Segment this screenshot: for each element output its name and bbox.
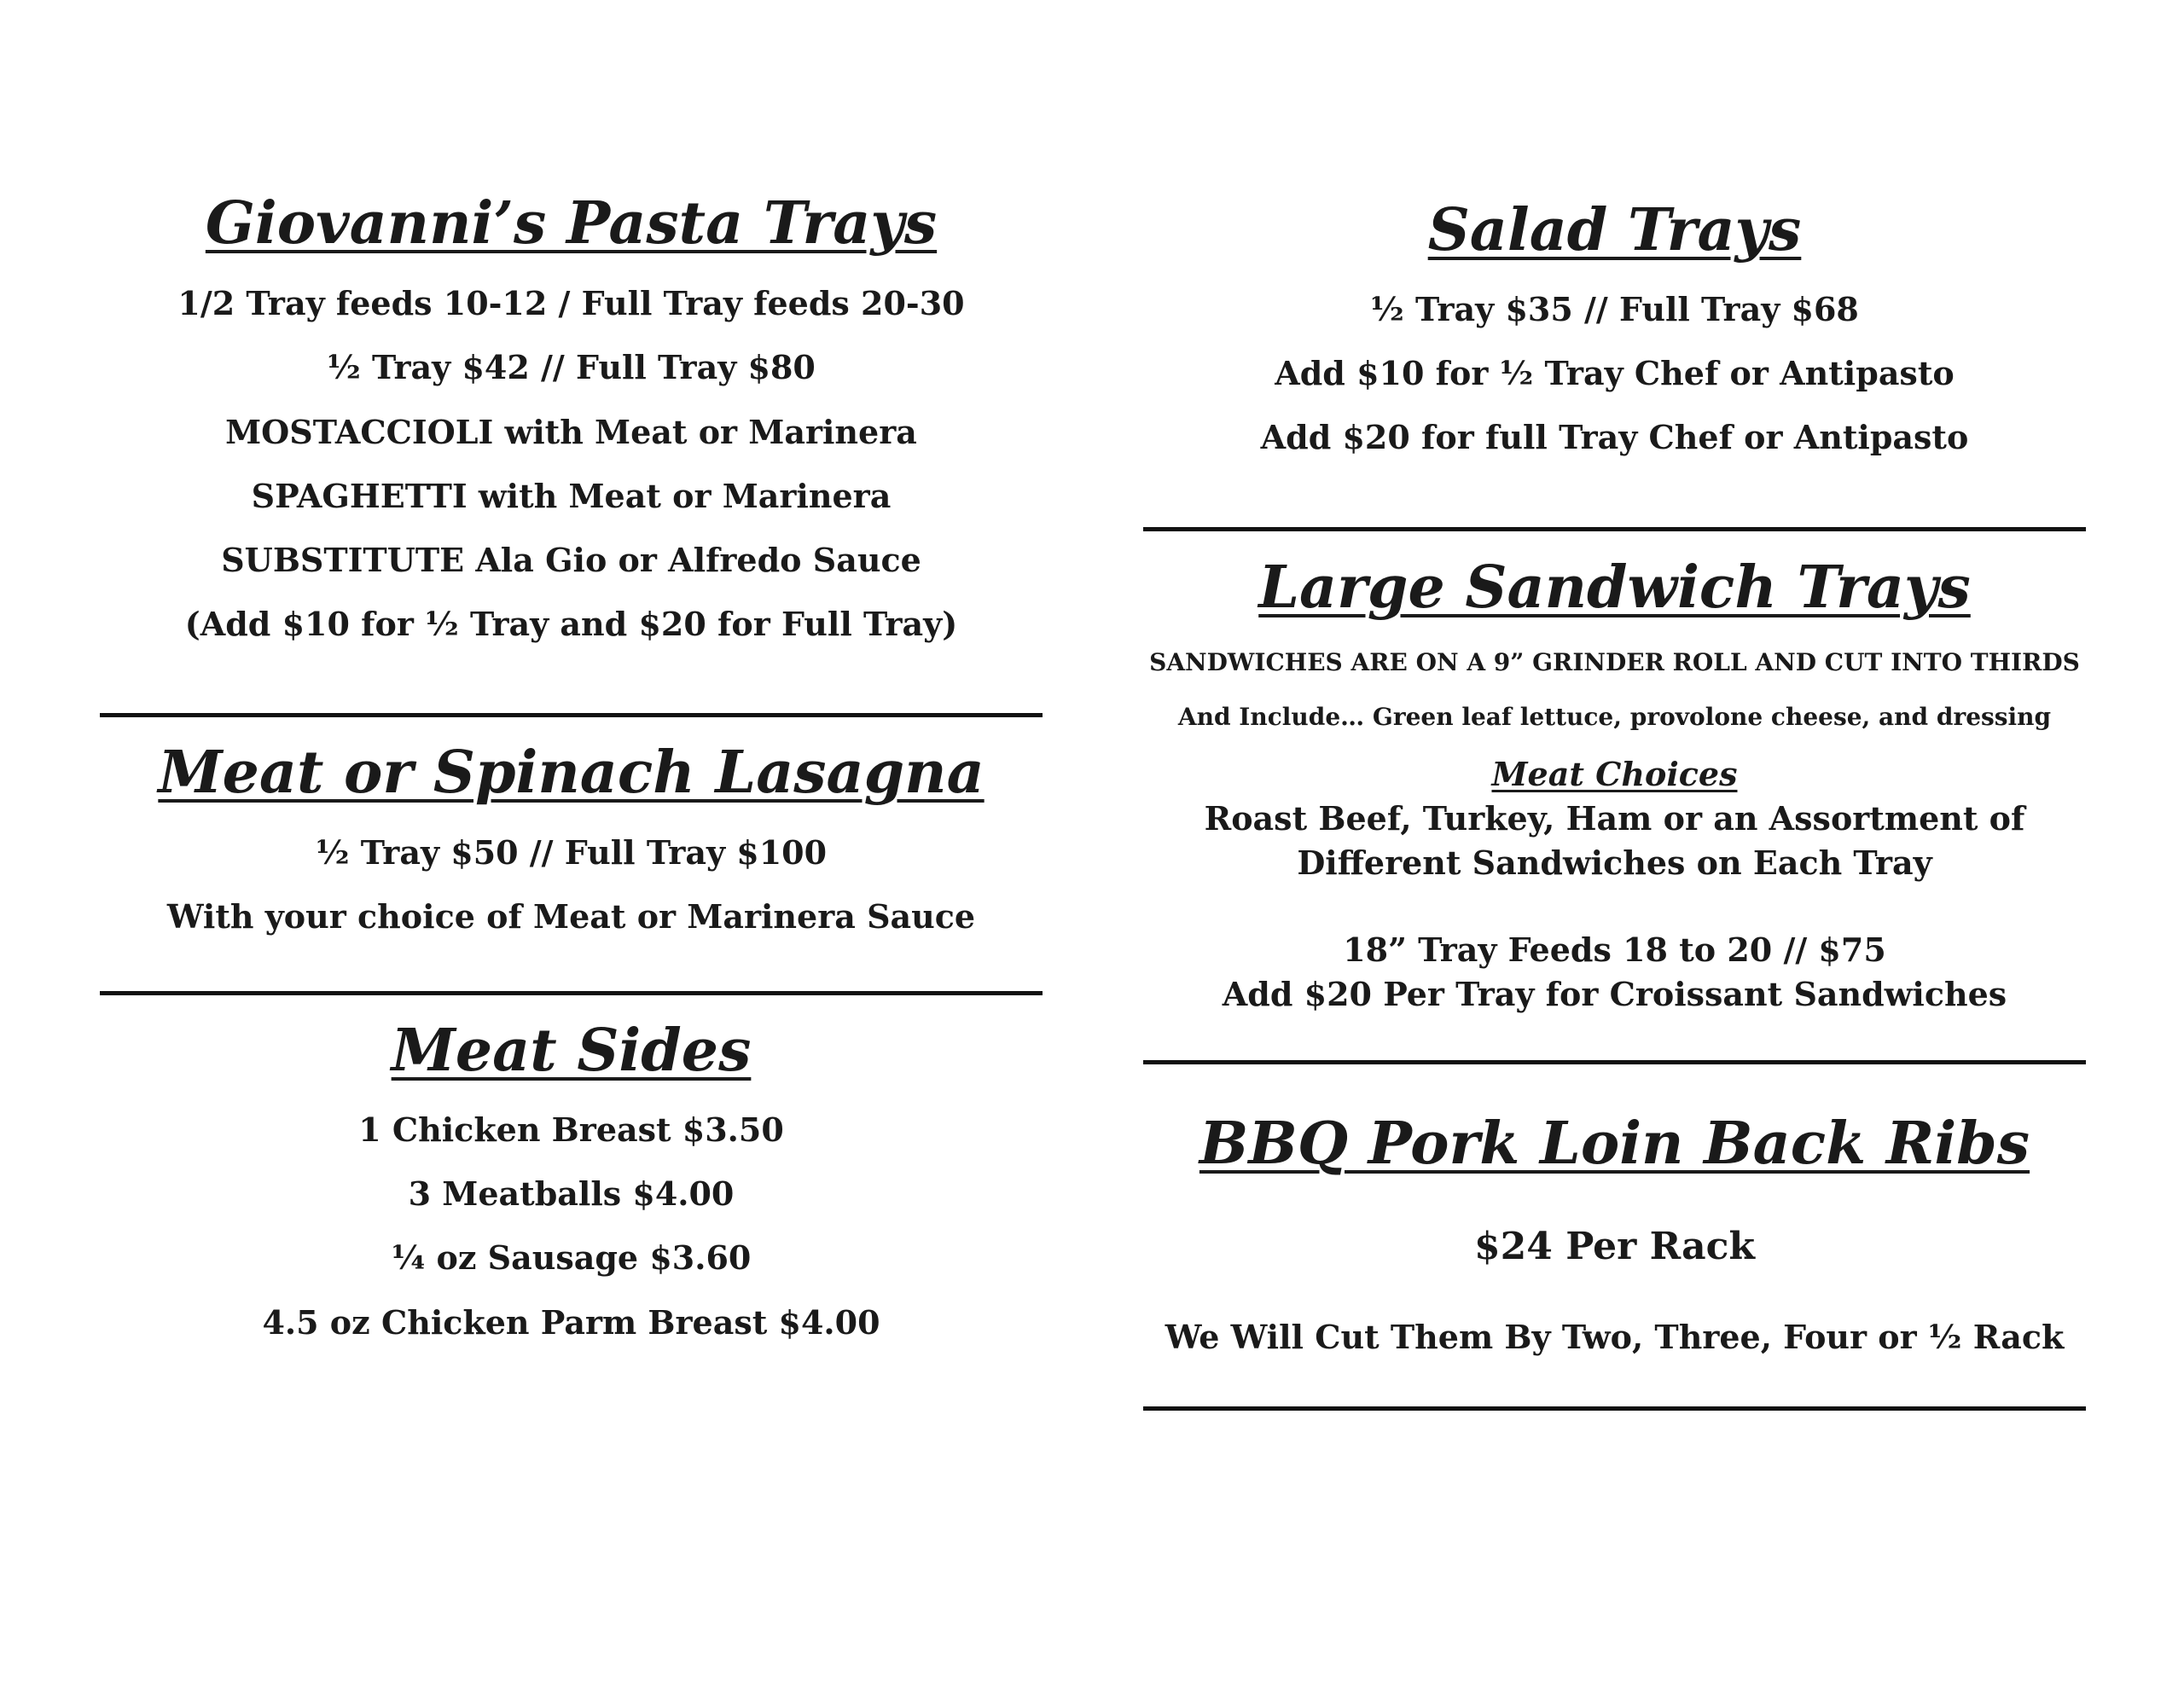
divider-left-2 (100, 991, 1043, 995)
meat-sides-line-3: ¼ oz Sausage $3.60 (391, 1238, 752, 1277)
salad-line-1: ½ Tray $35 // Full Tray $68 (1370, 290, 1859, 328)
divider-left-1 (100, 713, 1043, 717)
lasagna-title: Meat or Spinach Lasagna (158, 739, 985, 807)
meat-sides-title: Meat Sides (391, 1017, 752, 1085)
meat-choices-title: Meat Choices (1491, 755, 1738, 793)
pasta-line-5: SUBSTITUTE Ala Gio or Alfredo Sauce (221, 541, 921, 579)
left-column (100, 0, 1043, 1687)
lasagna-line-2: With your choice of Meat or Marinera Sauce (166, 897, 976, 936)
sandwich-line-1: SANDWICHES ARE ON A 9” GRINDER ROLL AND CUT INTO THIRDS (1149, 648, 2080, 676)
sandwich-price-line-2: Add $20 Per Tray for Croissant Sandwiches (1222, 975, 2007, 1013)
pasta-line-2: ½ Tray $42 // Full Tray $80 (327, 348, 816, 386)
pasta-line-3: MOSTACCIOLI with Meat or Marinera (225, 413, 917, 451)
meat-choices-line-2: Different Sandwiches on Each Tray (1297, 844, 1932, 882)
lasagna-line-1: ½ Tray $50 // Full Tray $100 (315, 833, 828, 872)
meat-sides-line-1: 1 Chicken Breast $3.50 (358, 1110, 784, 1149)
salad-title: Salad Trays (1427, 196, 1802, 264)
meat-sides-line-2: 3 Meatballs $4.00 (408, 1174, 735, 1213)
sandwich-title: Large Sandwich Trays (1258, 554, 1971, 622)
salad-line-3: Add $20 for full Tray Chef or Antipasto (1260, 418, 1969, 456)
divider-right-1 (1143, 527, 2086, 531)
divider-right-3 (1143, 1406, 2086, 1411)
right-column (1143, 0, 2086, 1687)
ribs-line-1: $24 Per Rack (1474, 1225, 1755, 1268)
pasta-line-6: (Add $10 for ½ Tray and $20 for Full Tray) (184, 605, 958, 643)
pasta-line-4: SPAGHETTI with Meat or Marinera (251, 477, 892, 515)
ribs-title: BBQ Pork Loin Back Ribs (1199, 1110, 2030, 1178)
sandwich-price-line-1: 18” Tray Feeds 18 to 20 // $75 (1343, 930, 1886, 969)
sandwich-line-2: And Include… Green leaf lettuce, provolone cheese, and dressing (1177, 703, 2052, 731)
meat-sides-line-4: 4.5 oz Chicken Parm Breast $4.00 (262, 1303, 880, 1342)
ribs-line-2: We Will Cut Them By Two, Three, Four or ½ Rack (1165, 1318, 2065, 1356)
salad-line-2: Add $10 for ½ Tray Chef or Antipasto (1275, 354, 1955, 392)
pasta-title: Giovanni’s Pasta Trays (205, 189, 938, 258)
divider-right-2 (1143, 1060, 2086, 1064)
meat-choices-line-1: Roast Beef, Turkey, Ham or an Assortment of (1204, 799, 2025, 838)
pasta-line-1: 1/2 Tray feeds 10-12 / Full Tray feeds 20-30 (177, 284, 965, 322)
